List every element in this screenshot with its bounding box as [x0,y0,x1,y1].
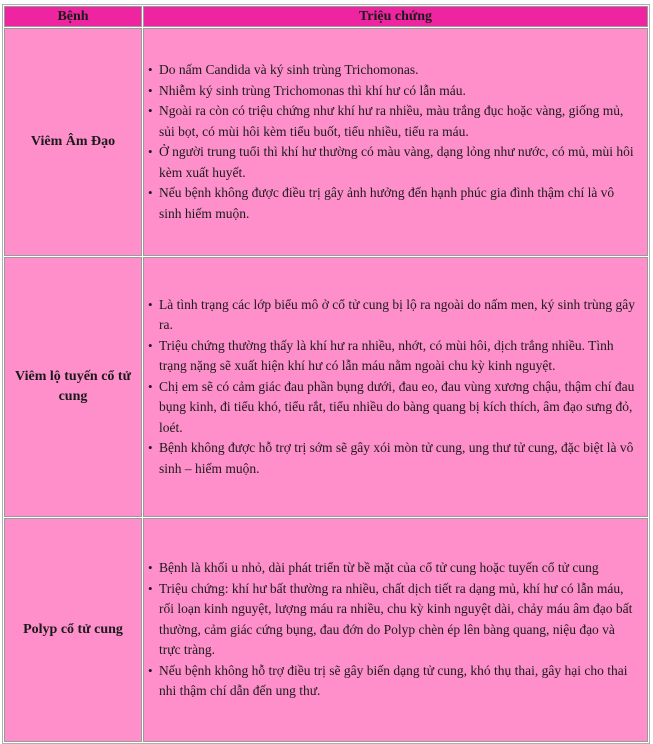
list-item [148,579,639,661]
symptom-text: Nếu bệnh không hỗ trợ điều trị sẽ gây biến dạng tử cung, khó thụ thai, gây hại cho thai nhi thậm chí dẫn đến ung thư. [159,662,628,699]
symptom-text: Nếu bệnh không được điều trị gây ảnh hưởng đến hạnh phúc gia đình thậm chí là vô sinh hiếm muộn. [159,185,615,221]
symptom-text: Nhiễm ký sinh trùng Trichomonas thì khí hư có lẫn máu. [159,82,466,98]
symptom-text: Chị em sẽ có cảm giác đau phần bụng dưới, đau eo, đau vùng xương chậu, thậm chí đau bụng kinh, đi tiểu khó, tiểu rắt, tiểu nhiều do bàng quang bị kích thích, âm đạo sưng đỏ, loét. [159,378,635,435]
symptom-cell [143,257,648,517]
header-disease: Bệnh [4,6,142,27]
bullet-icon: • [148,185,153,200]
symptom-cell [143,518,648,742]
symptom-text: Ở người trung tuổi thì khí hư thường có màu vàng, dạng lỏng như nước, có mủ, mùi hôi kèm xuất huyết. [159,144,634,180]
list-item [148,438,639,479]
symptom-text: Bệnh không được hỗ trợ trị sớm sẽ gây xói mòn tử cung, ung thư tử cung, đặc biệt là vô sinh – hiếm muộn. [159,440,634,476]
list-item [148,336,639,377]
symptom-text: Bệnh là khối u nhỏ, dài phát triển từ bề mặt của cổ tử cung hoặc tuyến cổ tử cung [159,560,599,576]
table-row [4,28,648,256]
list-item [148,81,639,102]
list-item [148,142,639,183]
list-item [148,558,639,579]
symptom-text: Là tình trạng các lớp biểu mô ở cổ tử cung bị lộ ra ngoài do nấm men, ký sinh trùng gây ra. [159,296,635,333]
disease-name: Viêm lộ tuyến cổ tử cung [4,257,142,517]
bullet-icon: • [148,62,153,77]
symptom-text: Ngoài ra còn có triệu chứng như khí hư ra nhiều, màu trắng đục hoặc vàng, giống mủ, sủi bọt, có mùi hôi kèm tiểu buốt, tiểu nhiều, tiểu ra máu. [159,103,624,139]
disease-symptom-table [2,4,650,744]
disease-name: Polyp cổ tử cung [4,518,142,742]
list-item [148,295,639,336]
bullet-icon: • [148,144,153,159]
list-item [148,661,639,702]
bullet-icon: • [148,82,153,98]
list-item [148,101,639,142]
header-row [4,6,648,27]
symptom-text: Do nấm Candida và ký sinh trùng Trichomonas. [159,62,419,77]
disease-name: Viêm Âm Đạo [4,28,142,256]
symptom-list [148,558,639,702]
bullet-icon: • [148,560,153,576]
bullet-icon: • [148,378,153,394]
bullet-icon: • [148,580,153,596]
list-item [148,60,639,81]
symptom-list [148,295,639,480]
list-item [148,377,639,439]
symptom-text: Triệu chứng thường thấy là khí hư ra nhiều, nhớt, có mùi hôi, dịch trắng nhiều. Tình trạng nặng sẽ xuất hiện khí hư có lẫn máu nằm ngoài chu kỳ kinh nguyệt. [159,337,614,374]
bullet-icon: • [148,296,153,312]
bullet-icon: • [148,662,153,678]
bullet-icon: • [148,337,153,353]
symptom-cell [143,28,648,256]
symptom-list [148,60,639,224]
symptom-text: Triệu chứng: khí hư bất thường ra nhiều, chất dịch tiết ra dạng mủ, khí hư có lẫn máu, rối loạn kinh nguyệt, lượng máu ra nhiều, chu kỳ kinh nguyệt dài, chảy máu âm đạo bất thường, cảm giác cứng bụng, đau đớn do Polyp chèn ép lên bàng quang, niệu đạo và trực tràng. [159,580,633,658]
bullet-icon: • [148,103,153,118]
table-row [4,257,648,517]
bullet-icon: • [148,440,153,456]
list-item [148,183,639,224]
header-symptoms: Triệu chứng [143,6,648,27]
table-row [4,518,648,742]
